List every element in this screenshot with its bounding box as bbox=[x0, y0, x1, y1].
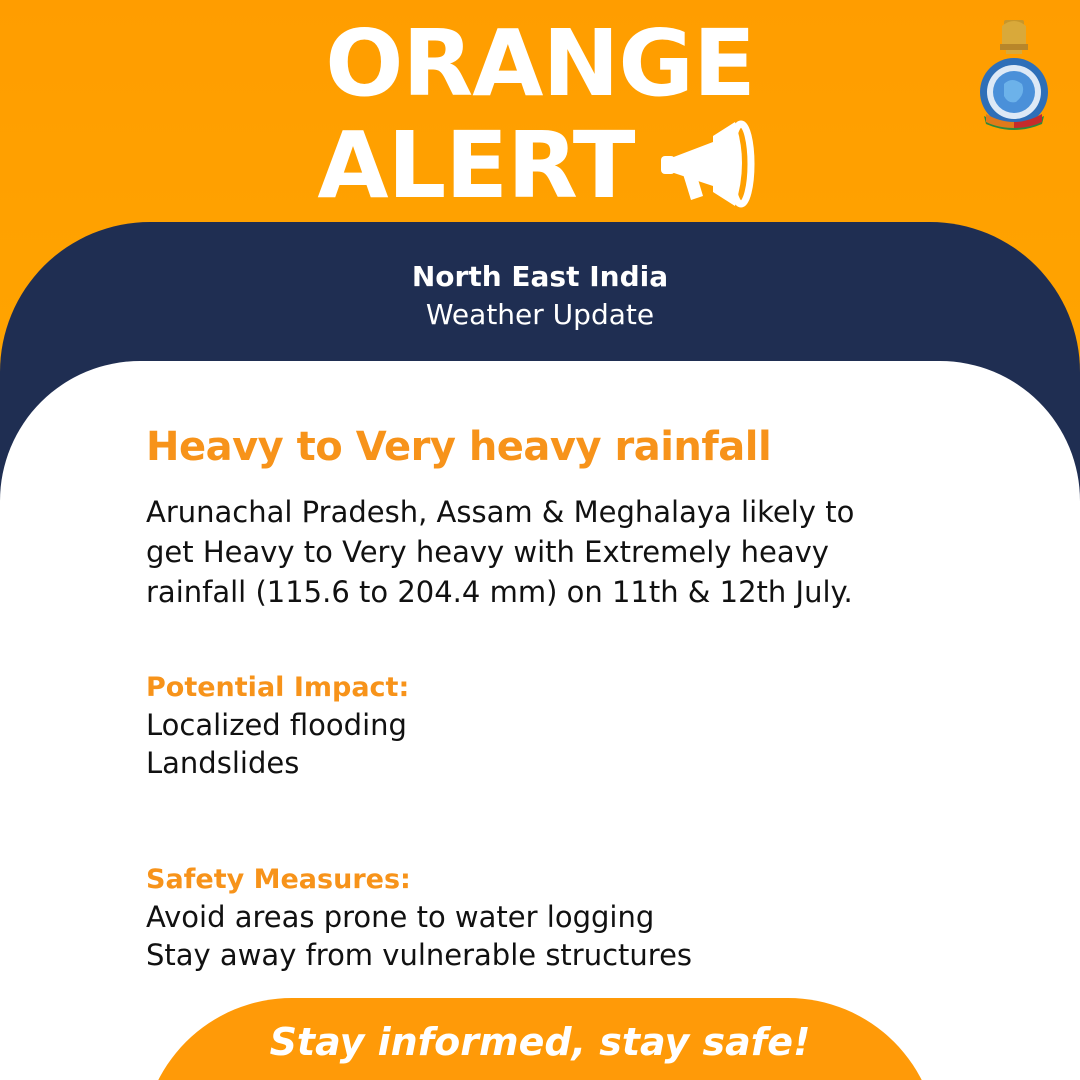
headline-line1: ORANGE bbox=[325, 10, 755, 117]
impact-item: Landslides bbox=[146, 746, 300, 780]
description-line: rainfall (115.6 to 204.4 mm) on 11th & 12th July. bbox=[146, 575, 853, 609]
safety-title: Safety Measures: bbox=[146, 864, 411, 895]
footer-tagline: Stay informed, stay safe! bbox=[269, 1020, 811, 1064]
safety-section bbox=[146, 862, 692, 974]
description-line: Arunachal Pradesh, Assam & Meghalaya likely to bbox=[146, 495, 855, 529]
safety-item: Avoid areas prone to water logging bbox=[146, 900, 655, 934]
description-line: get Heavy to Very heavy with Extremely heavy bbox=[146, 535, 829, 569]
banner-subtitle: Weather Update bbox=[425, 298, 655, 331]
impact-title: Potential Impact: bbox=[146, 672, 410, 703]
headline-line2-row bbox=[317, 112, 762, 219]
megaphone-icon bbox=[653, 116, 763, 216]
banner-region: North East India bbox=[411, 260, 669, 293]
impact-item: Localized flooding bbox=[146, 708, 407, 742]
rainfall-description bbox=[146, 492, 986, 612]
impact-section bbox=[146, 670, 409, 782]
banner-text bbox=[0, 258, 1080, 334]
rainfall-heading: Heavy to Very heavy rainfall bbox=[146, 424, 772, 470]
main-content bbox=[146, 418, 1026, 612]
headline-line2: ALERT bbox=[317, 112, 635, 219]
alert-headline bbox=[0, 10, 1080, 219]
imd-emblem-icon bbox=[976, 18, 1052, 130]
safety-item: Stay away from vulnerable structures bbox=[146, 938, 693, 972]
